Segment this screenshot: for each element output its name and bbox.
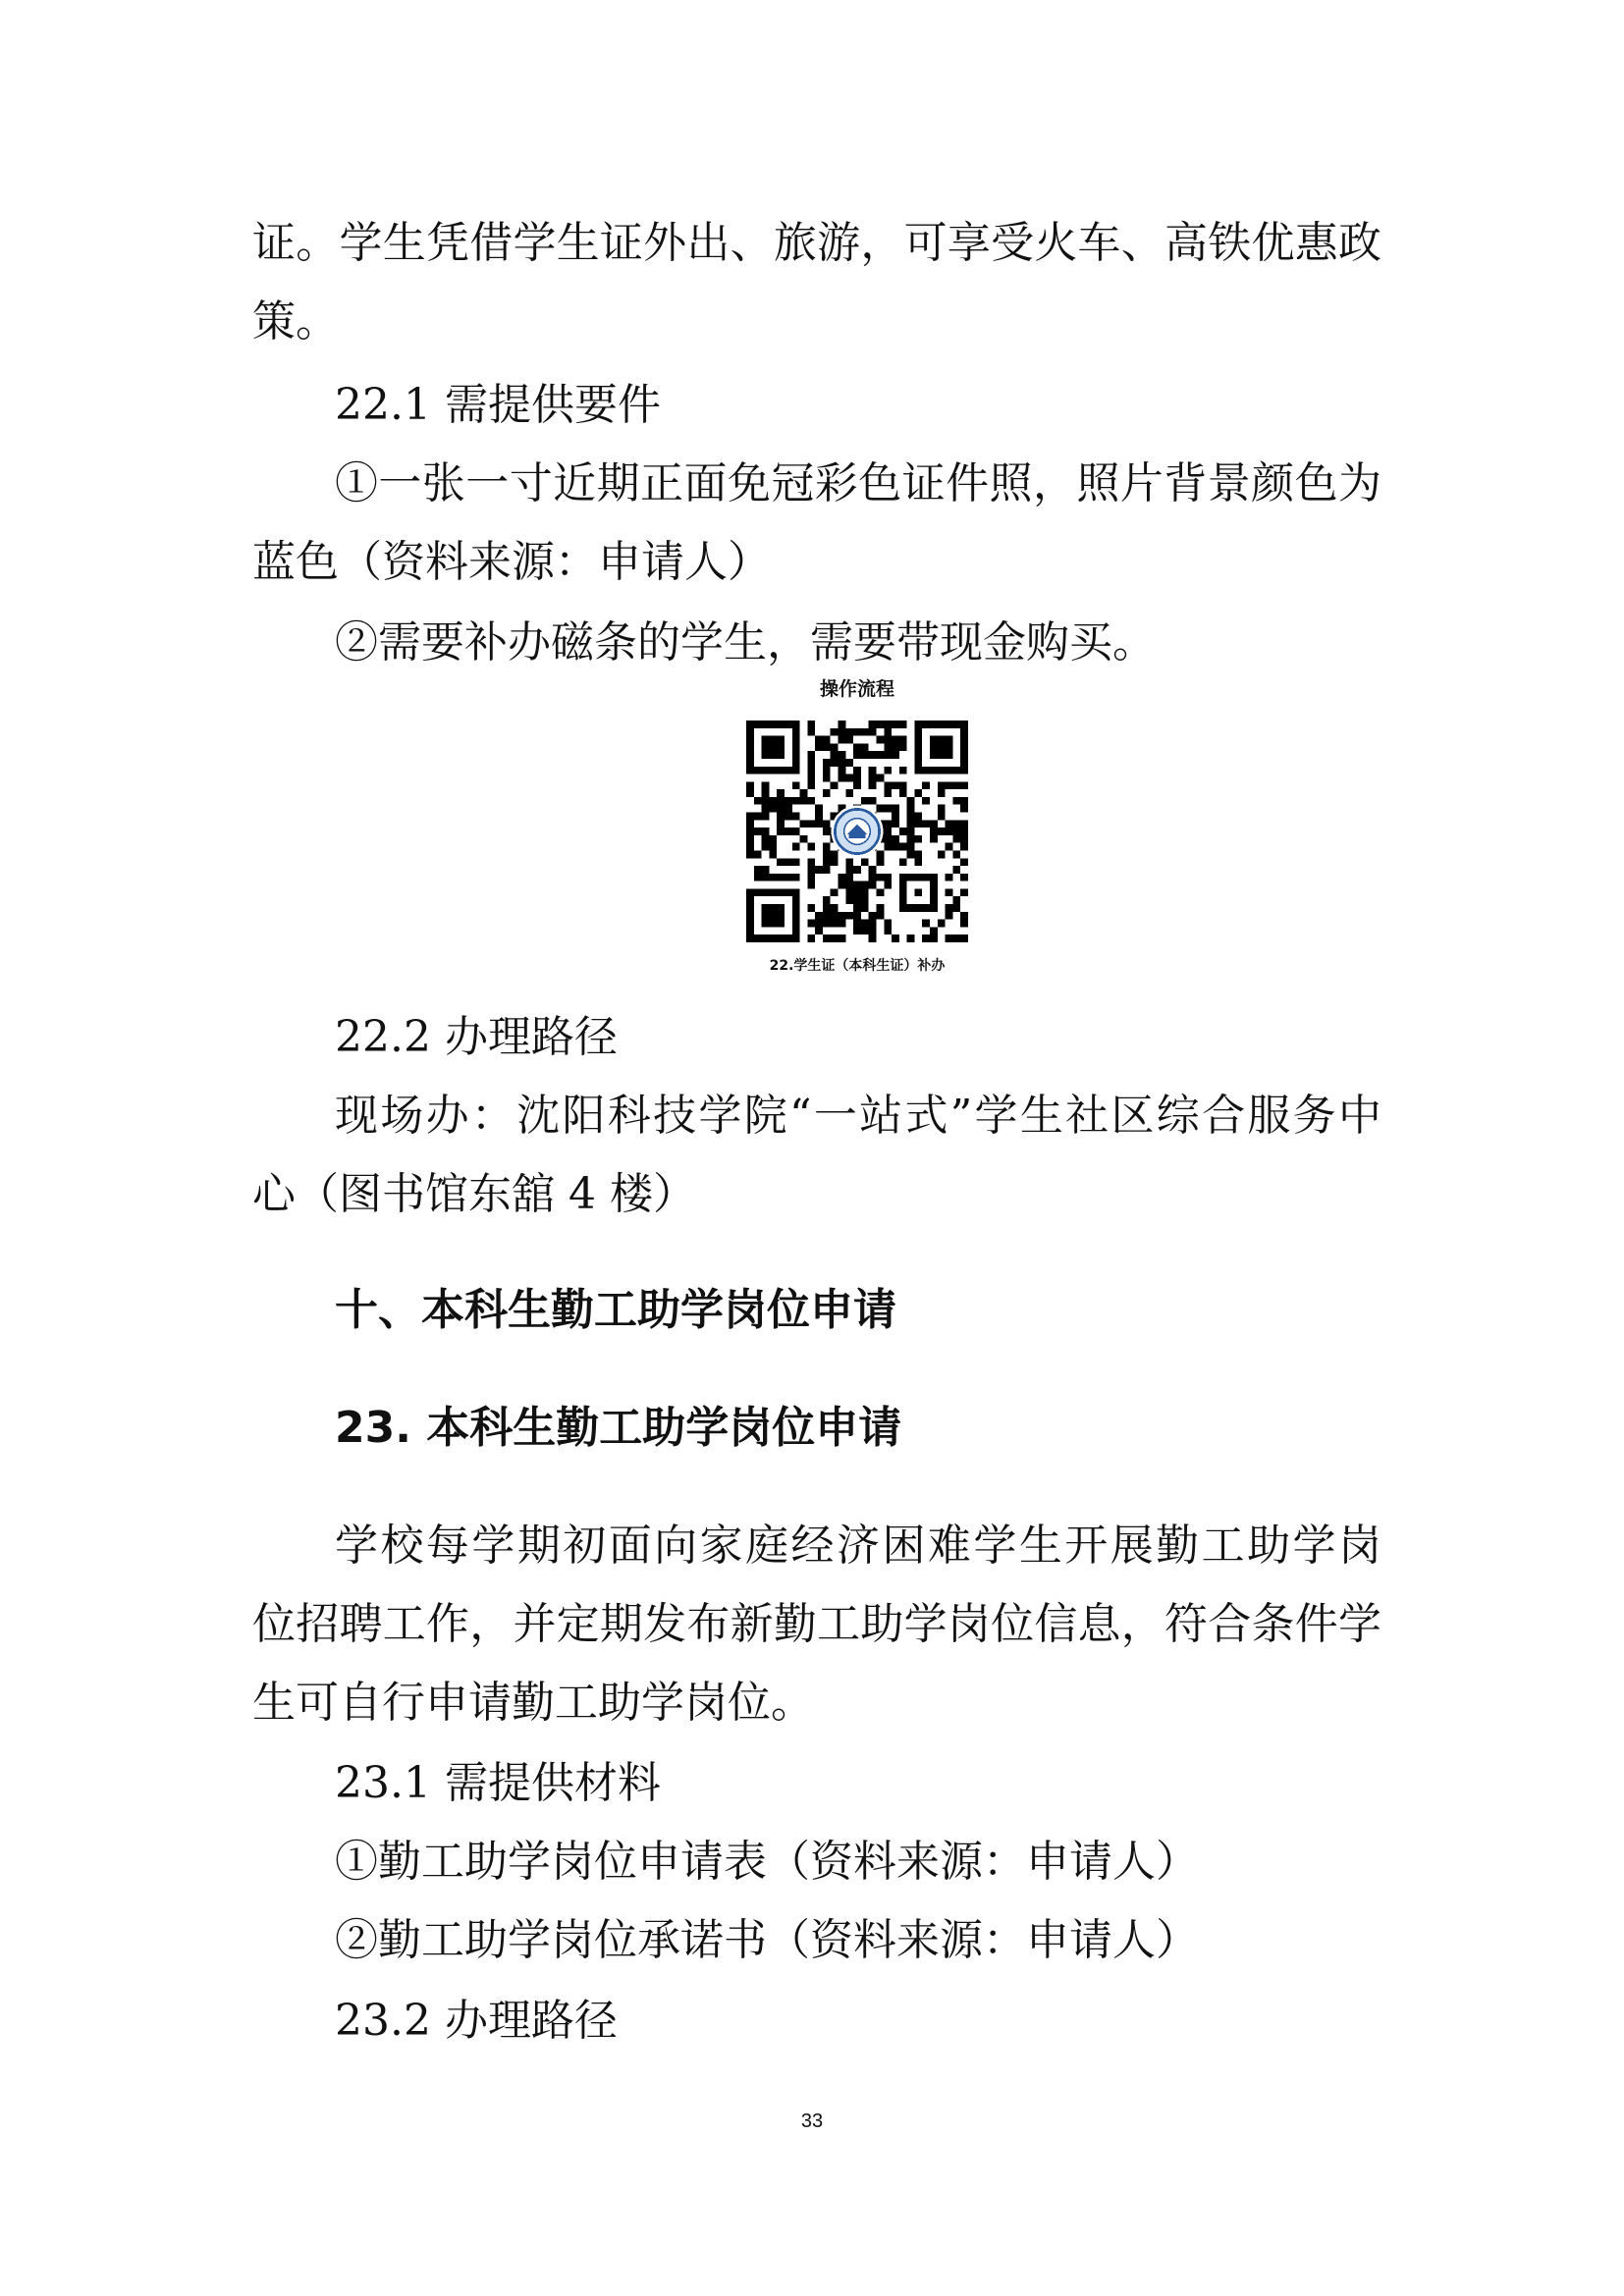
qr-code-icon [746, 721, 968, 942]
section-23-title: 23. 本科生勤工助学岗位申请 [335, 1403, 902, 1453]
section-22-1-title: 22.1 需提供要件 [335, 380, 661, 430]
section-22-1-item1-line1: ①一张一寸近期正面免冠彩色证件照，照片背景颜色为 [335, 458, 1381, 508]
section-23-para-line3: 生可自行申请勤工助学岗位。 [252, 1678, 814, 1728]
section-23-1-title: 23.1 需提供材料 [335, 1758, 661, 1808]
section-23-1-item2: ②勤工助学岗位承诺书（资料来源：申请人） [335, 1915, 1199, 1965]
section-23-2-title: 23.2 办理路径 [335, 1996, 618, 2046]
section-22-1-item1-line2: 蓝色（资料来源：申请人） [252, 537, 771, 587]
section-23-1-item1: ①勤工助学岗位申请表（资料来源：申请人） [335, 1837, 1199, 1887]
qr-title: 操作流程 [819, 678, 894, 700]
section-23-para-line2: 位招聘工作，并定期发布新勤工助学岗位信息，符合条件学 [252, 1599, 1381, 1649]
qr-caption: 22.学生证（本科生证）补办 [769, 958, 946, 974]
section-22-2-line1: 现场办：沈阳科技学院“一站式”学生社区综合服务中 [335, 1091, 1381, 1141]
chapter-10-title: 十、本科生勤工助学岗位申请 [335, 1285, 896, 1335]
intro-line-1: 证。学生凭借学生证外出、旅游，可享受火车、高铁优惠政 [252, 218, 1381, 268]
intro-line-2: 策。 [252, 296, 339, 347]
page-number: 33 [800, 2110, 824, 2132]
section-22-2-title: 22.2 办理路径 [335, 1012, 618, 1062]
section-22-1-item2: ②需要补办磁条的学生，需要带现金购买。 [335, 617, 1156, 667]
section-22-2-line2: 心（图书馆东舘 4 楼） [252, 1169, 696, 1219]
section-23-para-line1: 学校每学期初面向家庭经济困难学生开展勤工助学岗 [335, 1521, 1381, 1571]
